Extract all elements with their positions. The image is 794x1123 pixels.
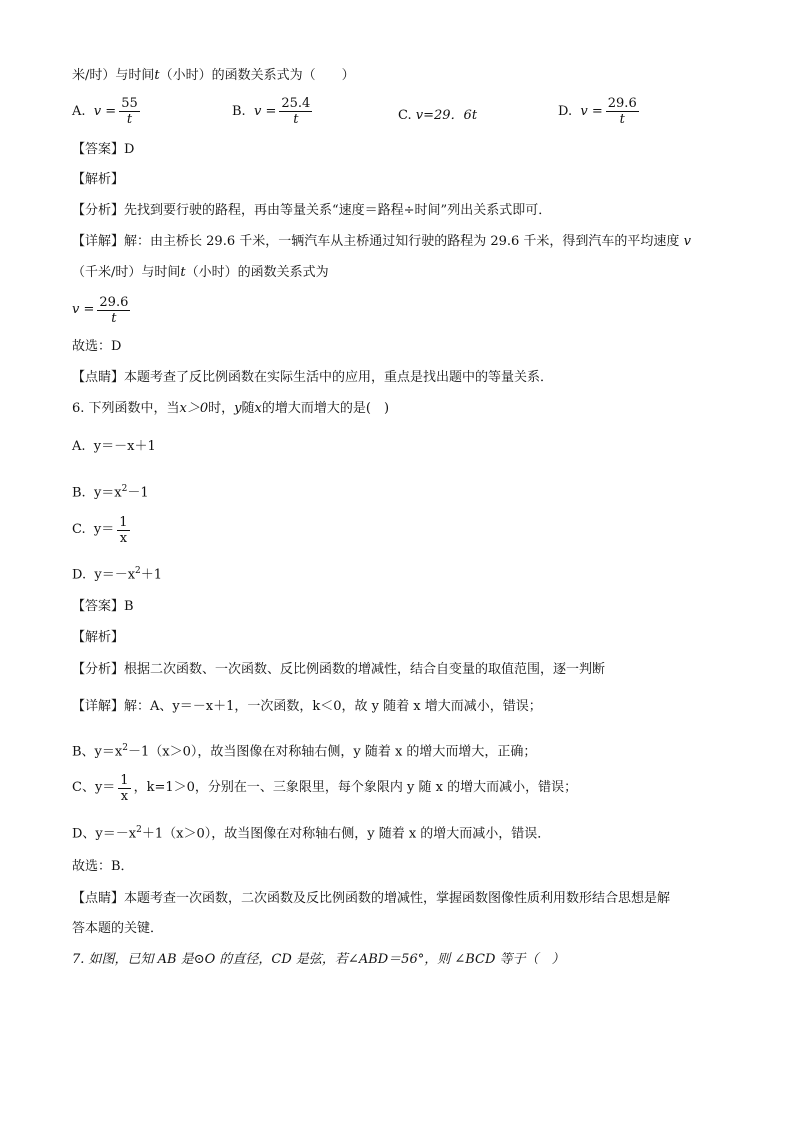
xiangjie-text: 解：由主桥长 29.6 千米，一辆汽车从主桥通过知行驶的路程为 29.6 千米，得到汽车的平均速度 (124, 234, 680, 249)
condition: x＞0 (179, 401, 209, 416)
q6-detail-d (72, 820, 550, 844)
denominator: x (119, 530, 128, 546)
option-expression: y＝－x (94, 567, 136, 583)
option-label: B. (72, 485, 86, 501)
fraction (606, 96, 639, 127)
stem-text: 时， (208, 401, 235, 416)
fraction (97, 295, 130, 326)
dianjing-tag: 【点睛】 (72, 891, 125, 906)
equals-sign: = (105, 103, 117, 119)
detail-text: B、y＝x (72, 744, 123, 760)
detail-text-end: ，k=1＞0，分别在一、三象限里，每个象限内 y 随 x 的增大而减小，错误； (133, 780, 578, 795)
xiangjie-tag: 【详解】 (72, 699, 125, 714)
q6-dianjing-line-2: 答本题的关键． (72, 921, 164, 936)
dianjing-text: 本题考查一次函数，二次函数及反比例函数的增减性，掌握函数图像性质利用数形结合思想是解 (124, 891, 671, 906)
option-label: C. (72, 522, 86, 537)
numerator: 29.6 (99, 294, 129, 310)
xiangjie-text: （千米/时）与时间 (72, 265, 181, 280)
q6-xiangjie-line (72, 697, 542, 717)
fraction (117, 515, 129, 546)
detail-text: C、y＝ (72, 780, 116, 795)
numerator: 1 (120, 772, 129, 788)
q6-option-d (72, 561, 162, 585)
stem-text: 的增大而增大的是( ) (261, 401, 390, 416)
variable-t: t (154, 68, 160, 83)
equals-sign: = (591, 103, 603, 119)
denominator: t (293, 112, 299, 127)
q6-fenxi-line (72, 660, 605, 680)
q6-dianjing-line (72, 889, 670, 909)
denominator: t (619, 112, 625, 127)
conclusion-line: 故选：D (72, 339, 122, 354)
fenxi-tag: 【分析】 (72, 203, 125, 218)
option-label: A. (72, 439, 86, 454)
numerator: 25.4 (281, 96, 311, 111)
stem-text-end: （小时）的函数关系式为（ ） (159, 68, 355, 83)
fenxi-text: 根据二次函数、一次函数、反比例函数的增减性，结合自变量的取值范围，逐一判断 (124, 662, 606, 677)
detail-text-end: ＋1（x＞0），故当图像在对称轴右侧，y 随着 x 的增大而减小，错误． (141, 826, 551, 842)
xiangjie-text: 解：A、y＝－x＋1，一次函数，k＜0，故 y 随着 x 增大而减小，错误； (124, 699, 542, 714)
equals-sign: = (83, 302, 95, 317)
variable-v: v (72, 302, 80, 317)
detail-text-end: －1（x＞0），故当图像在对称轴右侧，y 随着 x 的增大而增大，正确； (127, 744, 537, 760)
variable-v: v (683, 234, 691, 249)
answer-line (72, 140, 134, 160)
fraction (118, 773, 130, 804)
superscript: 2 (121, 484, 128, 494)
option-label: D. (72, 567, 87, 583)
q6-detail-b (72, 738, 536, 762)
analysis-heading: 【解析】 (72, 630, 125, 645)
formula-line (72, 290, 133, 330)
dianjing-line (72, 368, 553, 388)
option-label: B. (232, 103, 246, 119)
equals-sign: = (265, 103, 277, 119)
stem-text: 随 (241, 401, 255, 416)
option-text: v=29．6t (415, 108, 478, 123)
q6-answer-line (72, 597, 134, 617)
variable-v: v (580, 103, 588, 119)
option-expression-end: ＋1 (140, 567, 163, 583)
variable-v: v (253, 103, 262, 119)
numerator: 1 (119, 514, 128, 530)
answer-value: D (124, 142, 135, 157)
stem-text: 米/时）与时间 (72, 68, 155, 83)
numerator: 29.6 (607, 96, 637, 111)
question-6-stem (72, 399, 389, 419)
fenxi-line (72, 201, 551, 221)
dianjing-text: 本题考查了反比例函数在实际生活中的应用，重点是找出题中的等量关系． (124, 370, 554, 385)
superscript: 2 (122, 743, 128, 753)
option-expression: y＝－x＋1 (93, 439, 156, 454)
denominator: x (120, 788, 129, 804)
dianjing-tag: 【点睛】 (72, 370, 125, 385)
xiangjie-tag: 【详解】 (72, 234, 125, 249)
option-expression-end: －1 (127, 485, 149, 501)
q6-option-a (72, 437, 156, 457)
q6-detail-c (72, 768, 577, 808)
detail-text: D、y＝－x (72, 826, 137, 842)
denominator: t (126, 112, 133, 127)
numerator: 55 (121, 96, 138, 111)
denominator: t (111, 310, 117, 326)
fenxi-text: 先找到要行驶的路程，再由等量关系“速度＝路程÷时间”列出关系式即可． (124, 203, 552, 218)
xiangjie-text-end: （小时）的函数关系式为 (185, 265, 329, 280)
fraction (279, 96, 312, 127)
fraction (119, 96, 140, 127)
answer-value: B (124, 599, 134, 614)
option-label: C. (398, 108, 412, 123)
question-7-stem: 7. 如图，已知 AB 是⊙O 的直径，CD 是弦，若∠ABD＝56°，则 ∠BCD 等于（ ） (72, 952, 565, 967)
question-5-stem-tail (72, 66, 355, 86)
answer-tag: 【答案】 (72, 142, 125, 157)
question-5-options (72, 96, 732, 136)
answer-tag: 【答案】 (72, 599, 125, 614)
option-a (72, 96, 143, 127)
q6-option-b (72, 479, 149, 503)
option-d (558, 96, 642, 127)
option-expression: y＝ (93, 522, 115, 537)
option-expression: y＝x (93, 485, 122, 501)
option-label: A. (72, 103, 86, 119)
superscript: 2 (136, 825, 142, 835)
fenxi-tag: 【分析】 (72, 662, 125, 677)
analysis-heading: 【解析】 (72, 172, 125, 187)
option-c (398, 106, 477, 126)
variable-y: y (234, 401, 242, 416)
xiangjie-line-2 (72, 263, 329, 283)
variable-x: x (254, 401, 262, 416)
variable-t: t (180, 265, 186, 280)
superscript: 2 (135, 566, 141, 576)
stem-text: 6. 下列函数中，当 (72, 401, 180, 416)
option-label: D. (558, 103, 573, 119)
q6-conclusion-line: 故选：B． (72, 859, 134, 874)
option-b (232, 96, 315, 127)
variable-v: v (93, 103, 102, 119)
q6-option-c (72, 510, 133, 550)
xiangjie-line (72, 232, 691, 252)
